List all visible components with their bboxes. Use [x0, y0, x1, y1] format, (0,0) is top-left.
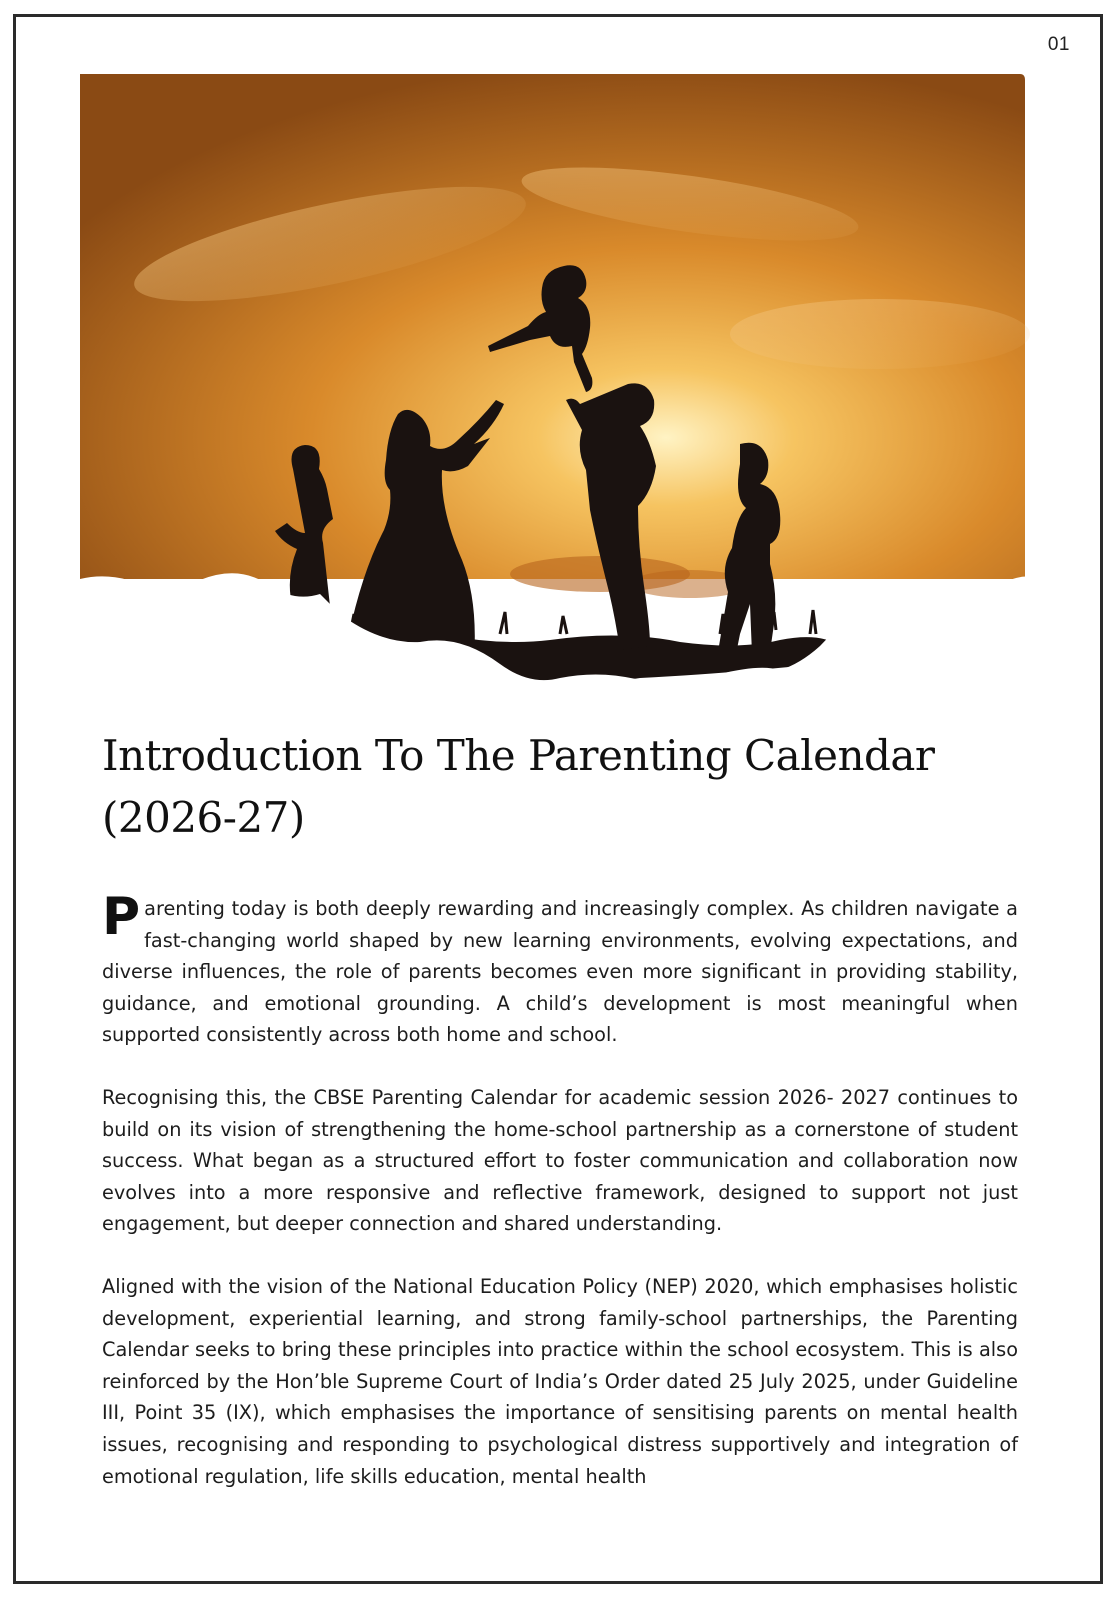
title-line-2: (2026-27)	[102, 793, 305, 842]
paragraph-1-text: arenting today is both deeply rewarding and increasingly complex. As children navigate a fast-changing world shaped by new learning environments, evolving expectations, and diverse influences, the role of parents becomes even more significant in providing stability, guidance, and emotional grounding. A child’s development is most meaningful when supported consistently across both home and school.	[102, 897, 1018, 1047]
hero-image	[80, 74, 1040, 714]
paragraph-2: Recognising this, the CBSE Parenting Calendar for academic session 2026- 2027 continues to build on its vision of strengthening the home-school partnership as a cornerstone of student success. What began as a structured effort to foster communication and collaboration now evolves into a more responsive and reflective framework, designed to support not just engagement, but deeper connection and shared understanding.	[102, 1085, 1018, 1236]
body-text	[102, 887, 1018, 1523]
page-title	[102, 725, 1002, 849]
page-number: 01	[1047, 34, 1070, 55]
drop-cap: P	[102, 887, 141, 947]
paragraph-3: Aligned with the vision of the National Education Policy (NEP) 2020, which emphasises holistic development, experiential learning, and strong family-school partnerships, the Parenting Calendar seeks to bring these principles into practice within the school ecosystem. This is also reinforced by the Hon’ble Supreme Court of India’s Order dated 25 July 2025, under Guideline III, Point 35 (IX), which emphasises the importance of sensitising parents on mental health issues, recognising and responding to psychological distress supportively and integration of emotional regulation, life skills education, mental health	[102, 1274, 1018, 1488]
title-line-1: Introduction To The Parenting Calendar	[102, 731, 935, 780]
paragraph-1	[102, 887, 1018, 1051]
